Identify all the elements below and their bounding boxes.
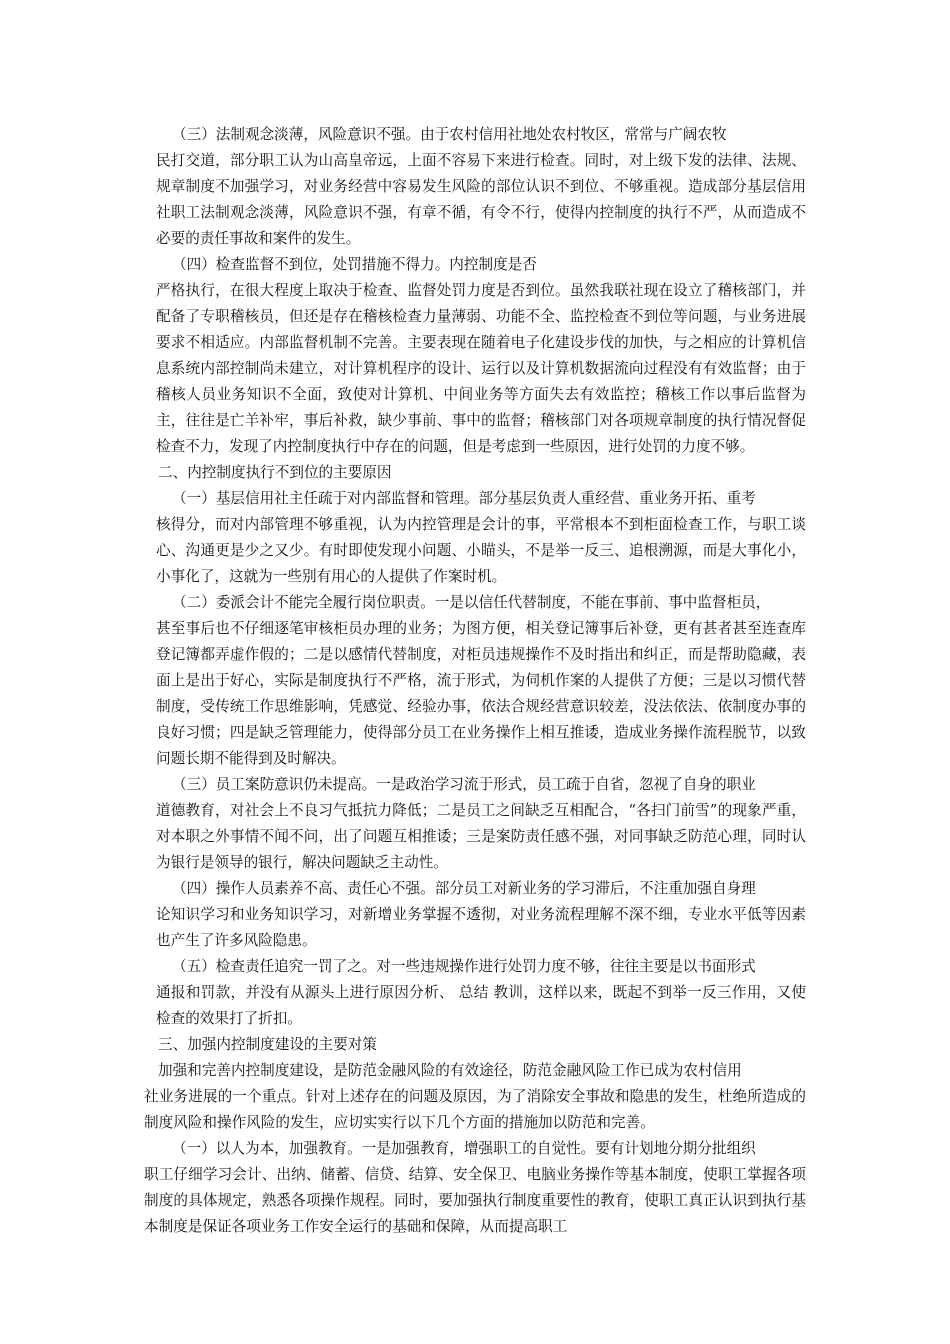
paragraph-body: 甚至事后也不仔细逐笔审核柜员办理的业务；为图方便，相关登记簿事后补登，更有甚者甚至连查库登记簿都弄虚作假的；二是以感情代替制度，对柜员违规操作不及时指出和纠正，而是帮助隐藏，表面上是出于好心，实际是制度执行不严格，流于形式，为伺机作案的人提供了方便；三是以习惯代替制度，受传统工作思维影响，凭感觉、经验办事，依法合规经营意识较差，没法依法、依制度办事的良好习惯；四是缺乏管理能力，使得部分员工在业务操作上相互推诿，造成业务操作流程脱节，以致问题长期不能得到及时解决。: [156, 620, 806, 767]
paragraph-cause-1: [144, 486, 806, 590]
paragraph-body: 社业务进展的一个重点。针对上述存在的问题及原因，为了消除安全事故和隐患的发生，杜绝所造成的制度风险和操作风险的发生，应切实实行以下几个方面的措施加以防范和完善。: [144, 1088, 806, 1131]
paragraph-first-line: （一）基层信用社主任疏于对内部监督和管理。部分基层负责人重经营、重业务开拓、重考: [172, 490, 756, 507]
paragraph-first-line: （四）检查监督不到位，处罚措施不得力。内控制度是否: [172, 256, 537, 273]
paragraph-measures-intro: [144, 1058, 806, 1136]
paragraph-first-line: （一）以人为本，加强教育。一是加强教育，增强职工的自觉性。要有计划地分期分批组织: [172, 1140, 756, 1157]
paragraph-supervision: [144, 252, 806, 460]
paragraph-first-line: （三）员工案防意识仍未提高。一是政治学习流于形式，员工疏于自省，忽视了自身的职业: [172, 776, 756, 793]
document-page: [144, 122, 806, 1240]
paragraph-measure-1: [144, 1136, 806, 1240]
paragraph-body: 民打交道，部分职工认为山高皇帝远，上面不容易下来进行检查。同时，对上级下发的法律、法规、规章制度不加强学习，对业务经营中容易发生风险的部位认识不到位、不够重视。造成部分基层信用社职工法制观念淡薄，风险意识不强，有章不循，有令不行，使得内控制度的执行不严，从而造成不必要的责任事故和案件的发生。: [156, 152, 806, 247]
paragraph-first-line: 加强和完善内控制度建设，是防范金融风险的有效途径，防范金融风险工作已成为农村信用: [158, 1062, 742, 1079]
paragraph-first-line: （二）委派会计不能完全履行岗位职责。一是以信任代替制度，不能在事前、事中监督柜员，: [172, 594, 771, 611]
paragraph-first-line: （五）检查责任追究一罚了之。对一些违规操作进行处罚力度不够，往往主要是以书面形式: [172, 958, 756, 975]
paragraph-body: 职工仔细学习会计、出纳、储蓄、信贷、结算、安全保卫、电脑业务操作等基本制度，使职工掌握各项制度的具体规定，熟悉各项操作规程。同时，要加强执行制度重要性的教育，使职工真正认识到执行基本制度是保证各项业务工作安全运行的基础和保障，从而提高职工: [144, 1166, 806, 1235]
paragraph-first-line: （三）法制观念淡薄，风险意识不强。由于农村信用社地处农村牧区，常常与广阔农牧: [172, 126, 727, 143]
paragraph-first-line: （四）操作人员素养不高、责任心不强。部分员工对新业务的学习滞后，不注重加强自身理: [172, 880, 756, 897]
paragraph-cause-4: [144, 876, 806, 954]
section-heading-3: 三、加强内控制度建设的主要对策: [158, 1036, 377, 1053]
paragraph-cause-5: [144, 954, 806, 1032]
paragraph-body: 道德教育，对社会上不良习气抵抗力降低；二是员工之间缺乏互相配合，“各扫门前雪”的现象严重，对本职之外事情不闻不问，出了问题互相推诿；三是案防责任感不强，对同事缺乏防范心理，同时认为银行是领导的银行，解决问题缺乏主动性。: [156, 802, 806, 871]
paragraph-body: 严格执行，在很大程度上取决于检查、监督处罚力度是否到位。虽然我联社现在设立了稽核部门，并配备了专职稽核员，但还是存在稽核检查力量薄弱、功能不全、监控检查不到位等问题，与业务进展要求不相适应。内部监督机制不完善。主要表现在随着电子化建设步伐的加快，与之相应的计算机信息系统内部控制尚未建立，对计算机程序的设计、运行以及计算机数据流向过程没有有效监督；由于稽核人员业务知识不全面，致使对计算机、中间业务等方面失去有效监控；稽核工作以事后监督为主，往往是亡羊补牢，事后补救，缺少事前、事中的监督；稽核部门对各项规章制度的执行情况督促检查不力，发现了内控制度执行中存在的问题，但是考虑到一些原因，进行处罚的力度不够。: [156, 282, 806, 455]
paragraph-body: 通报和罚款，并没有从源头上进行原因分析、 总结 教训，这样以来，既起不到举一反三作用，又使检查的效果打了折扣。: [156, 984, 806, 1027]
section-heading-2: 二、内控制度执行不到位的主要原因: [158, 464, 392, 481]
paragraph-cause-3: [144, 772, 806, 876]
paragraph-cause-2: [144, 590, 806, 772]
paragraph-legal-awareness: [144, 122, 806, 252]
paragraph-body: 论知识学习和业务知识学习，对新增业务掌握不透彻，对业务流程理解不深不细，专业水平低等因素也产生了许多风险隐患。: [156, 906, 806, 949]
paragraph-body: 核得分，而对内部管理不够重视，认为内控管理是会计的事，平常根本不到柜面检查工作，与职工谈心、沟通更是少之又少。有时即使发现小问题、小瞄头，不是举一反三、追根溯源，而是大事化小，小事化了，这就为一些别有用心的人提供了作案时机。: [156, 516, 806, 585]
